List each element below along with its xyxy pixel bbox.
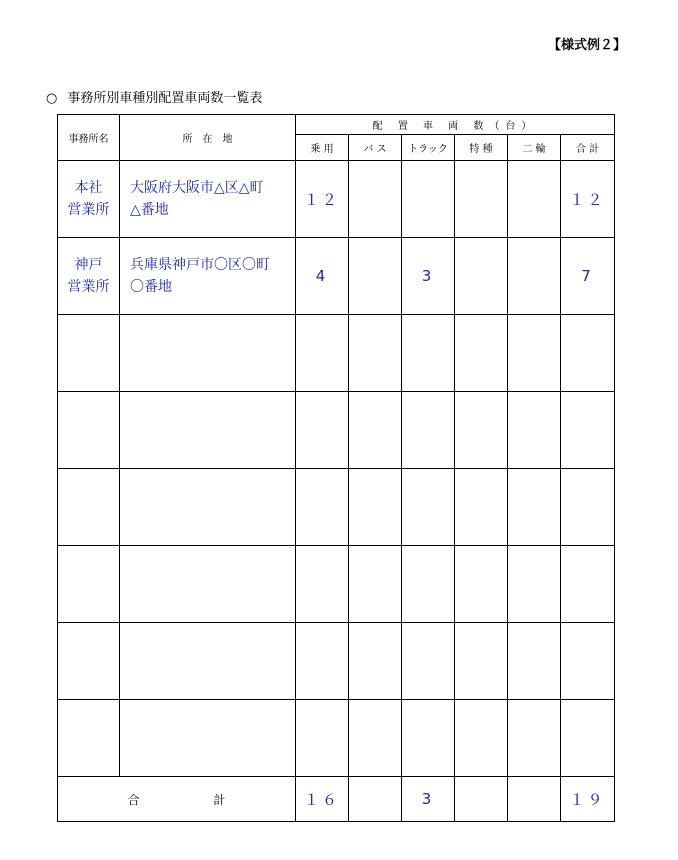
empty-cell: [296, 546, 349, 623]
office-name-line2: 営業所: [67, 202, 110, 218]
header-vehicle-group: 配 置 車 両 数（台）: [296, 115, 615, 135]
count-passenger: １２: [296, 161, 349, 238]
empty-table-row: [58, 392, 615, 469]
header-office: 事務所名: [58, 115, 120, 161]
total-truck: 3: [402, 777, 455, 822]
empty-cell: [120, 546, 296, 623]
empty-cell: [58, 315, 120, 392]
empty-cell: [561, 315, 615, 392]
empty-cell: [402, 392, 455, 469]
table-row: [58, 238, 615, 315]
empty-cell: [561, 700, 615, 777]
address-line1: 兵庫県神戸市〇区〇町: [130, 257, 270, 273]
count-truck: 3: [402, 238, 455, 315]
office-name-line1: 神戸: [74, 257, 103, 273]
table-row: [58, 161, 615, 238]
empty-cell: [455, 315, 508, 392]
total-all: １９: [561, 777, 615, 822]
empty-cell: [296, 623, 349, 700]
empty-cell: [296, 392, 349, 469]
empty-cell: [561, 469, 615, 546]
header-col-twowheel: 二 輪: [508, 135, 561, 161]
office-name-line2: 営業所: [67, 279, 110, 295]
office-name-cell: [58, 161, 120, 238]
empty-cell: [455, 623, 508, 700]
empty-table-row: [58, 469, 615, 546]
total-label: 合 計: [58, 777, 296, 822]
total-special: [455, 777, 508, 822]
vehicle-count-table: [57, 114, 615, 822]
title-marker: ○: [46, 91, 58, 106]
empty-cell: [120, 315, 296, 392]
total-twowheel: [508, 777, 561, 822]
empty-cell: [349, 623, 402, 700]
count-total: １２: [561, 161, 615, 238]
address-cell: [120, 161, 296, 238]
empty-cell: [402, 469, 455, 546]
address-line2: △番地: [130, 202, 169, 218]
empty-cell: [296, 315, 349, 392]
empty-cell: [58, 623, 120, 700]
office-name-cell: [58, 238, 120, 315]
empty-cell: [349, 315, 402, 392]
empty-cell: [508, 469, 561, 546]
header-col-special: 特 種: [455, 135, 508, 161]
header-col-bus: バ ス: [349, 135, 402, 161]
empty-cell: [455, 392, 508, 469]
document-title: [46, 87, 262, 106]
office-name-line1: 本社: [74, 180, 103, 196]
empty-cell: [508, 546, 561, 623]
empty-table-row: [58, 700, 615, 777]
empty-cell: [561, 546, 615, 623]
form-label: 【様式例２】: [547, 38, 626, 53]
count-twowheel: [508, 161, 561, 238]
empty-cell: [508, 623, 561, 700]
empty-cell: [455, 469, 508, 546]
count-special: [455, 238, 508, 315]
count-special: [455, 161, 508, 238]
empty-cell: [58, 469, 120, 546]
header-location: 所 在 地: [120, 115, 296, 161]
count-bus: [349, 161, 402, 238]
empty-cell: [349, 469, 402, 546]
empty-cell: [296, 469, 349, 546]
empty-cell: [349, 546, 402, 623]
count-twowheel: [508, 238, 561, 315]
empty-cell: [120, 623, 296, 700]
empty-cell: [402, 700, 455, 777]
empty-cell: [58, 546, 120, 623]
address-line2: 〇番地: [130, 279, 172, 295]
count-passenger: 4: [296, 238, 349, 315]
empty-cell: [455, 546, 508, 623]
count-bus: [349, 238, 402, 315]
empty-cell: [349, 700, 402, 777]
empty-cell: [402, 315, 455, 392]
empty-cell: [296, 700, 349, 777]
empty-cell: [508, 700, 561, 777]
empty-cell: [349, 392, 402, 469]
empty-cell: [561, 623, 615, 700]
empty-cell: [402, 546, 455, 623]
empty-cell: [58, 392, 120, 469]
total-passenger: １６: [296, 777, 349, 822]
empty-table-row: [58, 315, 615, 392]
address-line1: 大阪府大阪市△区△町: [130, 180, 264, 196]
header-col-passenger: 乗 用: [296, 135, 349, 161]
empty-cell: [120, 392, 296, 469]
empty-cell: [508, 392, 561, 469]
count-truck: [402, 161, 455, 238]
empty-cell: [561, 392, 615, 469]
empty-table-row: [58, 546, 615, 623]
header-col-total: 合 計: [561, 135, 615, 161]
total-bus: [349, 777, 402, 822]
empty-cell: [120, 469, 296, 546]
header-col-truck: トラック: [402, 135, 455, 161]
address-cell: [120, 238, 296, 315]
empty-cell: [402, 623, 455, 700]
title-text: 事務所別車種別配置車両数一覧表: [67, 91, 263, 106]
total-row: [58, 777, 615, 822]
header-row-top: [58, 115, 615, 135]
empty-cell: [120, 700, 296, 777]
empty-cell: [58, 700, 120, 777]
empty-cell: [455, 700, 508, 777]
count-total: 7: [561, 238, 615, 315]
empty-table-row: [58, 623, 615, 700]
empty-cell: [508, 315, 561, 392]
